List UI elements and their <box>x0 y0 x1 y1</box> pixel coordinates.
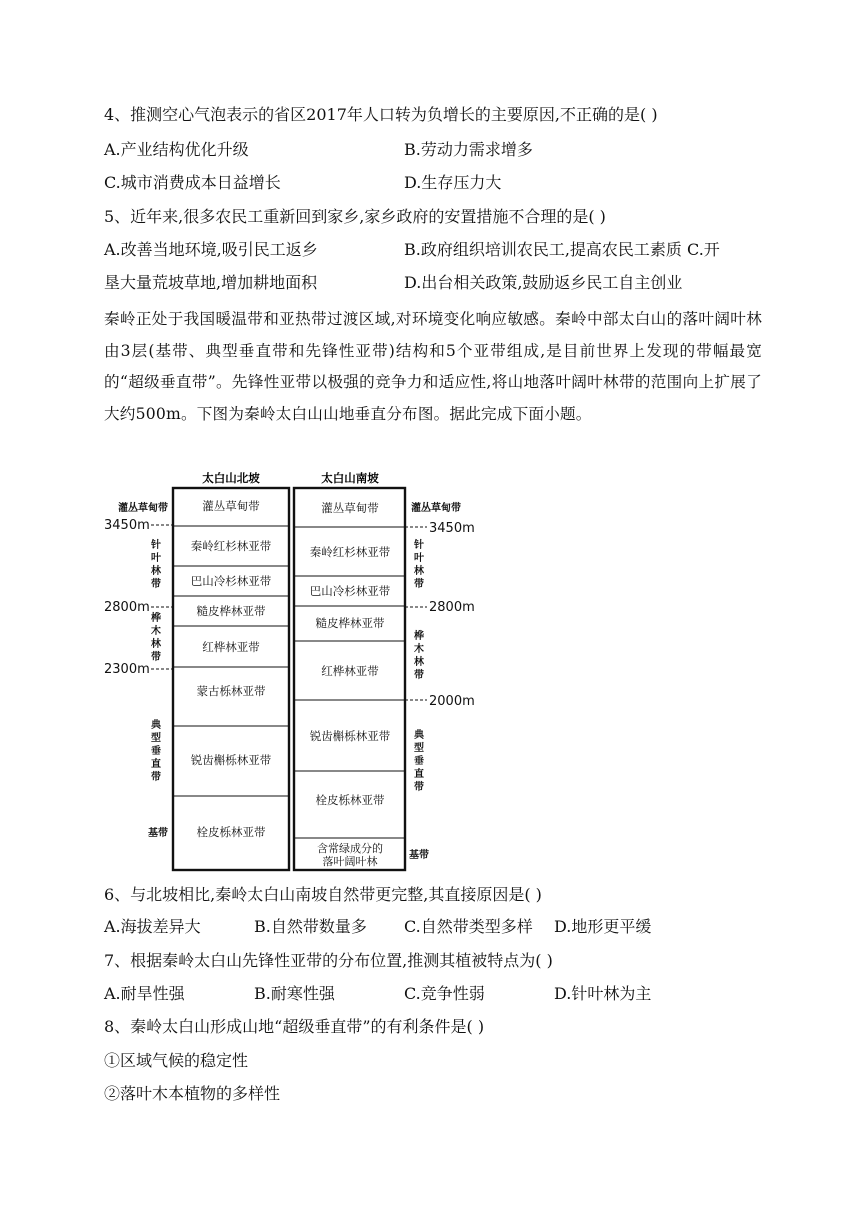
right-label-shrub: 灌丛草甸带 <box>411 503 461 514</box>
q8-option-2: ②落叶木本植物的多样性 <box>104 1084 281 1103</box>
left-label-conifer-2: 叶 <box>151 553 161 564</box>
left-label-conifer-1: 针 <box>151 540 161 551</box>
north-slope-title: 太白山北坡 <box>202 471 260 485</box>
north-zone-sawtooth-oak: 锐齿槲栎林亚带 <box>190 753 272 767</box>
right-label-typical-2: 型 <box>414 743 424 754</box>
right-label-birch-1: 桦 <box>414 631 424 642</box>
right-label-birch-2: 木 <box>414 644 424 655</box>
left-label-birch-2: 木 <box>151 626 161 637</box>
north-zone-shrub: 灌丛草甸带 <box>202 499 260 513</box>
q6-option-a: A.海拔差异大 <box>104 917 201 936</box>
q4-option-d: D.生存压力大 <box>404 173 502 192</box>
left-label-typical-1: 典 <box>151 720 161 731</box>
left-label-birch-3: 林 <box>151 639 161 650</box>
q8-option-1: ①区域气候的稳定性 <box>104 1051 249 1070</box>
left-elevation-2300: 2300m <box>104 662 150 677</box>
south-zone-larch: 秦岭红杉林亚带 <box>309 545 391 559</box>
south-zone-cork-oak: 栓皮栎林亚带 <box>315 793 385 807</box>
south-zone-base-line2: 落叶阔叶林 <box>322 855 378 868</box>
south-zone-base-line1: 含常绿成分的 <box>317 842 383 855</box>
q4-option-a: A.产业结构优化升级 <box>104 140 249 159</box>
left-label-typical-2: 型 <box>151 733 161 744</box>
left-label-typical-3: 垂 <box>151 746 161 757</box>
right-label-birch-3: 林 <box>414 657 424 668</box>
right-elevation-2800: 2800m <box>429 600 475 615</box>
q4-option-c: C.城市消费成本日益增长 <box>104 173 281 192</box>
right-label-conifer-4: 带 <box>414 579 424 590</box>
right-elevation-2000: 2000m <box>429 694 475 709</box>
q7-option-c: C.竞争性弱 <box>404 984 485 1003</box>
right-label-typical-4: 直 <box>414 769 424 780</box>
q6-option-b: B.自然带数量多 <box>254 917 367 936</box>
q7-option-a: A.耐旱性强 <box>104 984 185 1003</box>
q5-option-b: B.政府组织培训农民工,提高农民工素质 C.开 <box>404 240 720 259</box>
right-label-conifer-1: 针 <box>414 540 424 551</box>
vertical-zonation-figure <box>96 466 476 876</box>
left-label-conifer-4: 带 <box>151 579 161 590</box>
south-zone-rough-birch: 糙皮桦林亚带 <box>315 616 385 630</box>
right-label-typical-1: 典 <box>414 730 424 741</box>
q6-stem: 6、与北坡相比,秦岭太白山南坡自然带更完整,其直接原因是( ) <box>104 885 542 904</box>
north-zone-red-birch: 红桦林亚带 <box>202 640 260 654</box>
north-zone-larch: 秦岭红杉林亚带 <box>190 539 272 553</box>
left-elevation-2800: 2800m <box>104 600 150 615</box>
left-label-typical-5: 带 <box>151 772 161 783</box>
q7-option-d: D.针叶林为主 <box>554 984 652 1003</box>
right-elevation-3450: 3450m <box>429 521 475 536</box>
passage: 秦岭正处于我国暖温带和亚热带过渡区域,对环境变化响应敏感。秦岭中部太白山的落叶阔叶林由3层(基带、典型垂直带和先锋性亚带)结构和5个亚带组成,是目前世界上发现的带幅最宽的“超级垂直带”。先锋性亚带以极强的竞争力和适应性,将山地落叶阔叶林带的范围向上扩展了大约500m。下图为秦岭太白山山地垂直分布图。据此完成下面小题。 <box>104 310 762 423</box>
q4-option-b: B.劳动力需求增多 <box>404 140 533 159</box>
right-label-typical-3: 垂 <box>414 756 424 767</box>
q5-option-d: D.出台相关政策,鼓励返乡民工自主创业 <box>404 273 683 292</box>
left-label-base: 基带 <box>148 828 168 839</box>
q5-option-c: 垦大量荒坡草地,增加耕地面积 <box>104 273 318 292</box>
south-slope-title: 太白山南坡 <box>321 471 379 485</box>
q8-stem: 8、秦岭太白山形成山地“超级垂直带”的有利条件是( ) <box>104 1017 485 1036</box>
q6-option-c: C.自然带类型多样 <box>404 917 533 936</box>
right-label-base: 基带 <box>409 850 429 861</box>
north-zone-cork-oak: 栓皮栎林亚带 <box>196 825 266 839</box>
q7-option-b: B.耐寒性强 <box>254 984 335 1003</box>
south-zone-shrub: 灌丛草甸带 <box>321 501 379 515</box>
left-label-birch-4: 带 <box>151 652 161 663</box>
south-zone-fir: 巴山冷杉林亚带 <box>309 584 391 598</box>
south-zone-sawtooth-oak: 锐齿槲栎林亚带 <box>309 729 391 743</box>
left-label-typical-4: 直 <box>151 759 161 770</box>
south-zone-red-birch: 红桦林亚带 <box>321 664 379 678</box>
left-label-conifer-3: 林 <box>151 566 161 577</box>
q7-stem: 7、根据秦岭太白山先锋性亚带的分布位置,推测其植被特点为( ) <box>104 951 553 970</box>
north-zone-mongolian-oak: 蒙古栎林亚带 <box>196 684 266 698</box>
north-zone-fir: 巴山冷杉林亚带 <box>190 574 272 588</box>
right-label-birch-4: 带 <box>414 670 424 681</box>
left-label-shrub: 灌丛草甸带 <box>118 503 168 514</box>
q5-stem: 5、近年来,很多农民工重新回到家乡,家乡政府的安置措施不合理的是( ) <box>104 207 606 226</box>
q6-option-d: D.地形更平缓 <box>554 917 652 936</box>
right-label-typical-5: 带 <box>414 782 424 793</box>
right-label-conifer-3: 林 <box>414 566 424 577</box>
right-label-conifer-2: 叶 <box>414 553 424 564</box>
q5-option-a: A.改善当地环境,吸引民工返乡 <box>104 240 318 259</box>
left-elevation-3450: 3450m <box>104 518 150 533</box>
left-label-birch-1: 桦 <box>151 613 161 624</box>
q4-stem: 4、推测空心气泡表示的省区2017年人口转为负增长的主要原因,不正确的是( ) <box>104 105 658 124</box>
north-zone-rough-birch: 糙皮桦林亚带 <box>196 604 266 618</box>
